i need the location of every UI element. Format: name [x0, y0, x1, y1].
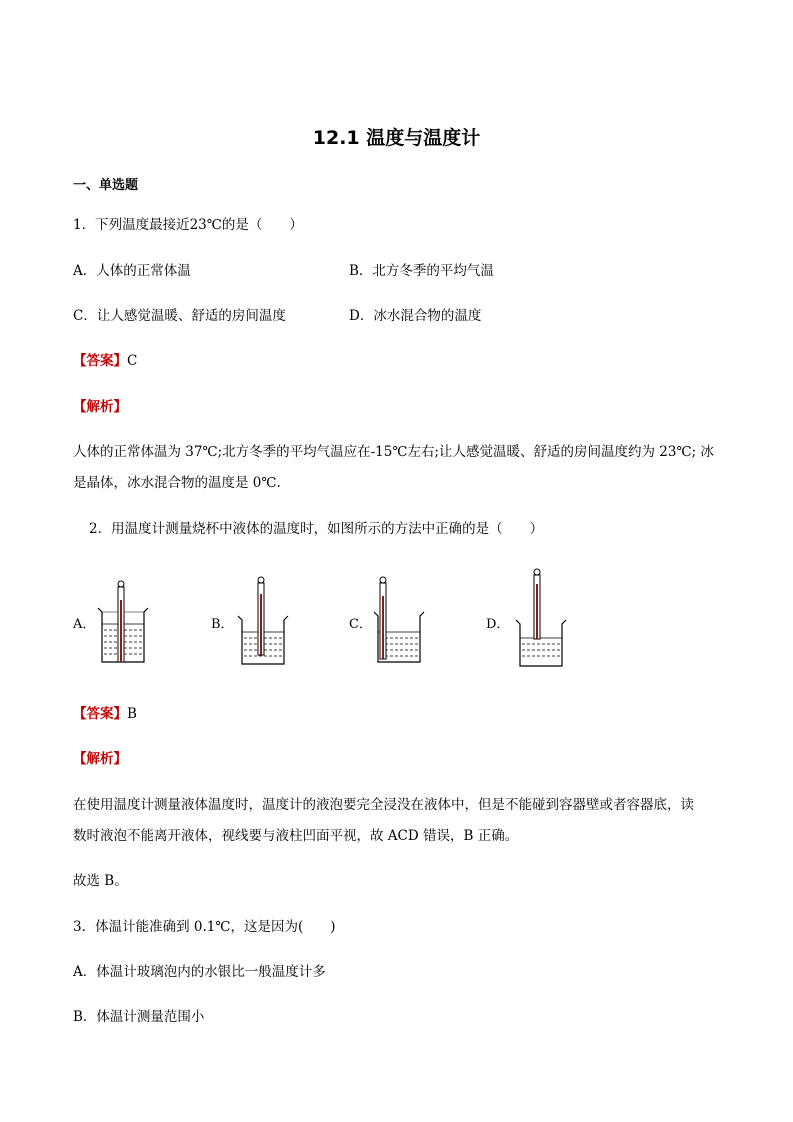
- q1-answer: [73, 352, 137, 370]
- q3-stem: 3．体温计能准确到 0.1℃，这是因为( ): [73, 919, 336, 935]
- q2-stem: 2．用温度计测量烧杯中液体的温度时，如图所示的方法中正确的是（ ）: [89, 521, 544, 537]
- q1-option-b: B．北方冬季的平均气温: [349, 263, 494, 279]
- figure-b-beaker-thermometer: [236, 574, 292, 668]
- q2-analysis-tag: 【解析】: [73, 751, 127, 767]
- figure-d-beaker-thermometer: [514, 566, 570, 670]
- figure-label-d: D．: [486, 617, 510, 632]
- figure-label-b: B．: [211, 617, 234, 632]
- q1-option-c: C．让人感觉温暖、舒适的房间温度: [73, 308, 286, 324]
- q2-conclusion: 故选 B。: [73, 873, 128, 889]
- page-title: 12.1 温度与温度计: [312, 127, 481, 149]
- q1-analysis-line2: 是晶体，冰水混合物的温度是 0℃.: [73, 475, 281, 491]
- q1-option-d: D．冰水混合物的温度: [349, 308, 482, 324]
- answer-value: C: [127, 353, 138, 369]
- q1-stem: 1．下列温度最接近23℃的是（ ）: [73, 217, 303, 233]
- q1-option-a: A．人体的正常体温: [73, 263, 191, 279]
- figure-label-c: C．: [349, 617, 372, 632]
- q1-analysis-tag: 【解析】: [73, 399, 127, 415]
- q3-option-a: A．体温计玻璃泡内的水银比一般温度计多: [73, 964, 326, 980]
- q2-answer: [73, 705, 137, 723]
- q1-analysis-line1: 人体的正常体温为 37℃;北方冬季的平均气温应在-15℃左右;让人感觉温暖、舒适的房间温度约为 23℃; 冰: [73, 444, 714, 460]
- answer-tag: 【答案】: [73, 706, 127, 722]
- answer-value: B: [127, 706, 137, 722]
- q3-option-b: B．体温计测量范围小: [73, 1009, 205, 1025]
- section-heading: 一、单选题: [73, 178, 139, 193]
- figure-label-a: A．: [73, 617, 96, 632]
- q2-analysis-line2: 数时液泡不能离开液体，视线要与液柱凹面平视，故 ACD 错误，B 正确。: [73, 828, 519, 844]
- answer-tag: 【答案】: [73, 353, 127, 369]
- figure-c-beaker-thermometer: [372, 574, 428, 666]
- q2-analysis-line1: 在使用温度计测量液体温度时，温度计的液泡要完全浸没在液体中，但是不能碰到容器壁或者容器底，读: [73, 797, 694, 813]
- figure-a-beaker-thermometer: [96, 578, 152, 666]
